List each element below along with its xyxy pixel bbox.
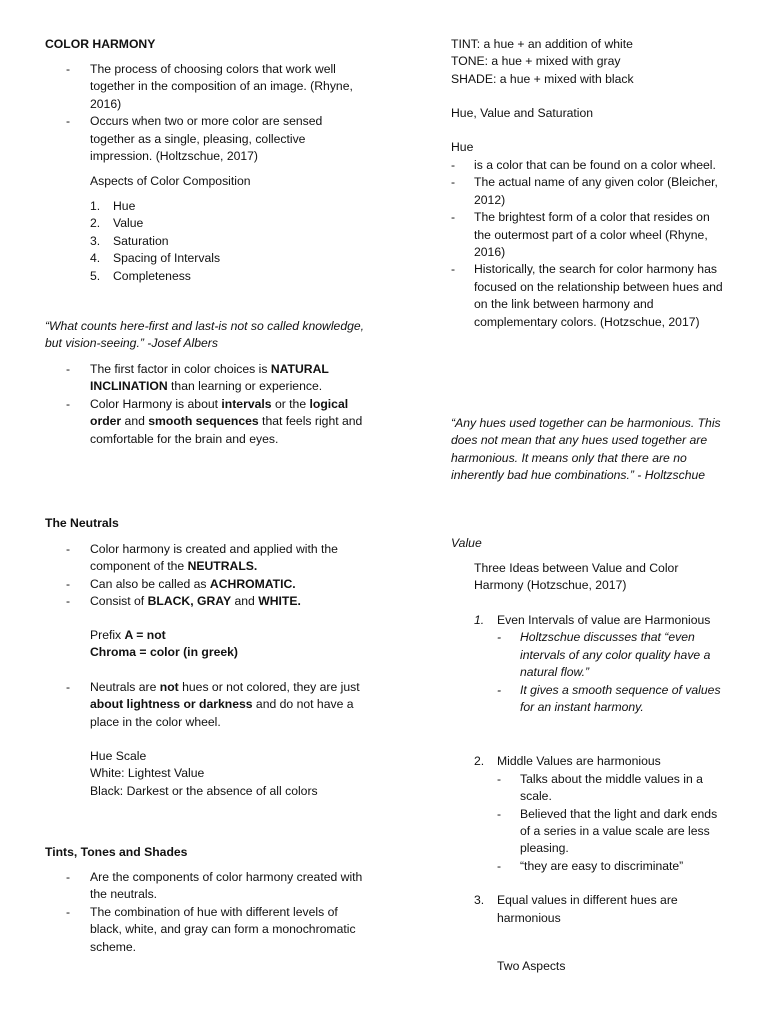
hue-scale-block — [90, 748, 340, 800]
value-heading: Value — [451, 536, 482, 550]
list-item: - The process of choosing colors that work well together in the composition of an image. (Rhyne, 2016) — [66, 61, 366, 113]
list-item: - The actual name of any given color (Bleicher, 2012) — [451, 174, 726, 209]
neutrals-note-list — [66, 679, 366, 731]
list-item: - Color Harmony is about intervals or the logical order and smooth sequences that feels right and comfortable for the brain and eyes. — [66, 396, 366, 448]
tone-definition: TONE: a hue + mixed with gray — [451, 54, 621, 69]
value-ideas-list — [474, 612, 729, 927]
list-item: - Believed that the light and dark ends of a series in a value scale are less pleasing. — [497, 806, 722, 858]
chroma-line: Chroma = color (in greek) — [90, 645, 238, 659]
intro-bullet-list — [66, 61, 366, 165]
list-item: - Talks about the middle values in a scale. — [497, 771, 722, 806]
shade-definition: SHADE: a hue + mixed with black — [451, 71, 634, 86]
tints-heading: Tints, Tones and Shades — [45, 845, 188, 859]
list-item: - Holtzschue discusses that “even intervals of any color quality have a natural flow.” — [497, 629, 722, 681]
tint-definition: TINT: a hue + an addition of white — [451, 37, 633, 51]
list-item: - Neutrals are not hues or not colored, they are just about lightness or darkness and do not have a place in the color wheel. — [66, 679, 366, 731]
list-item: - The brightest form of a color that resides on the outermost part of a color wheel (Rhyne, 2016) — [451, 209, 726, 261]
list-item: - Can also be called as ACHROMATIC. — [66, 576, 366, 593]
neutrals-bullet-list — [66, 541, 366, 611]
holtzschue-quote: “Any hues used together can be harmonious. This does not mean that any hues used together are harmonious. It means only that there are no inherently bad hue combinations.” - Holtzschue — [451, 416, 721, 483]
list-item: - Are the components of color harmony created with the neutrals. — [66, 869, 366, 904]
list-item: - Color harmony is created and applied with the component of the NEUTRALS. — [66, 541, 366, 576]
hue-bullet-list — [451, 157, 726, 331]
hue-heading: Hue — [451, 140, 474, 154]
tint-tone-shade-definitions — [451, 36, 634, 88]
three-ideas-heading: Three Ideas between Value and Color Harmony (Hotzschue, 2017) — [474, 561, 679, 593]
idea-1-sublist — [497, 629, 722, 716]
list-item: - “they are easy to discriminate” — [497, 858, 722, 875]
list-item: - is a color that can be found on a color wheel. — [451, 157, 726, 174]
list-item: 4. Spacing of Intervals — [90, 251, 221, 266]
list-item: 3. Equal values in different hues are harmonious — [474, 893, 678, 925]
list-item: - The combination of hue with different levels of black, white, and gray can form a monochromatic scheme. — [66, 904, 366, 956]
tints-bullet-list — [66, 869, 366, 956]
aspects-list — [90, 198, 220, 285]
list-item: - The first factor in color choices is NATURAL INCLINATION than learning or experience. — [66, 361, 366, 396]
color-harmony-title: COLOR HARMONY — [45, 37, 156, 51]
aspects-heading: Aspects of Color Composition — [90, 174, 251, 188]
albers-quote: “What counts here-first and last-is not so called knowledge, but vision-seeing.” -Josef Albers — [45, 319, 365, 351]
prefix-line: Prefix A = not — [90, 628, 166, 642]
neutrals-heading: The Neutrals — [45, 516, 119, 530]
list-item: 3. Saturation — [90, 233, 169, 248]
hue-scale-black: Black: Darkest or the absence of all colors — [90, 783, 318, 798]
list-item: - It gives a smooth sequence of values for an instant harmony. — [497, 682, 722, 717]
list-item: - Occurs when two or more color are sensed together as a single, pleasing, collective impression. (Holtzschue, 2017) — [66, 113, 366, 165]
factor-bullet-list — [66, 361, 366, 448]
hue-scale-title: Hue Scale — [90, 749, 147, 763]
list-item: 2. Value — [90, 216, 144, 231]
list-item: 1. Even Intervals of value are Harmonious - Holtzschue discusses that “even intervals of any color quality have a natural flow.” - It gives a smooth sequence of values for an instant harmony. — [474, 612, 729, 716]
list-item: 1. Hue — [90, 199, 136, 213]
idea-2-sublist — [497, 771, 722, 875]
list-item: - Historically, the search for color harmony has focused on the relationship between hues and on the link between harmony and complementary colors. (Hotzschue, 2017) — [451, 261, 726, 331]
list-item: - Consist of BLACK, GRAY and WHITE. — [66, 593, 366, 610]
list-item: 5. Completeness — [90, 268, 191, 283]
list-item: 2. Middle Values are harmonious - Talks about the middle values in a scale. - Believed that the light and dark ends of a series in a value scale are less pleasing. - “they are easy to discriminate” — [474, 753, 729, 875]
hue-scale-white: White: Lightest Value — [90, 766, 205, 781]
hvs-heading: Hue, Value and Saturation — [451, 106, 594, 120]
two-aspects-label: Two Aspects — [497, 959, 566, 973]
